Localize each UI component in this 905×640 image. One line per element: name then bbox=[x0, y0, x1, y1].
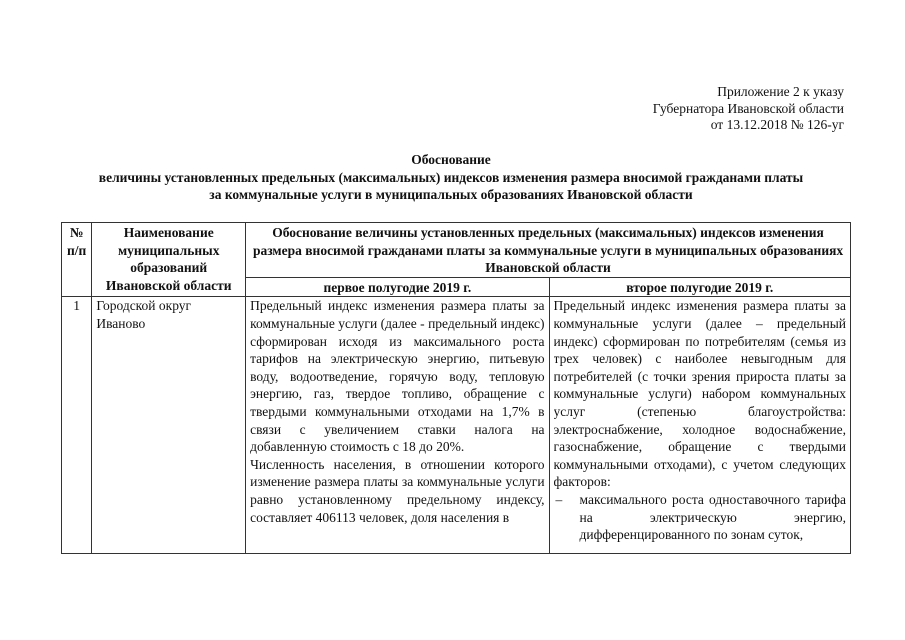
dash-bullet-icon: – bbox=[555, 491, 563, 507]
document-title bbox=[28, 151, 874, 204]
factors-list bbox=[554, 491, 846, 544]
appendix-line-2: Губернатора Ивановской области bbox=[652, 100, 844, 116]
row-first-half-cell bbox=[246, 297, 549, 554]
row-number: 1 bbox=[62, 297, 92, 554]
header-municipality-name: Наименование муниципальных образований Ивановской области bbox=[92, 223, 246, 297]
factor-item-1: максимального роста одноставочного тарифа на электрическую энергию, дифференцированного по зонам суток, bbox=[579, 491, 846, 543]
first-half-paragraph-1: Предельный индекс изменения размера платы за коммунальные услуги (далее - предельный индекс) сформирован исходя из максимального роста тарифов на электрическую энергию, питьевую воду, водоотведение, горячую воду, тепловую энергию, газ, твердое топливо, обращение с твердыми коммунальными отходами на 1,7% в связи с увеличением ставки налога на добавленную стоимость с 18 до 20%. bbox=[250, 298, 545, 455]
appendix-reference bbox=[653, 84, 844, 134]
list-item bbox=[554, 491, 846, 544]
appendix-line-3: от 13.12.2018 № 126-уг bbox=[710, 117, 844, 132]
header-first-half: первое полугодие 2019 г. bbox=[246, 277, 549, 297]
table-row bbox=[62, 297, 851, 554]
header-number: № п/п bbox=[62, 223, 92, 297]
first-half-paragraph-2: Численность населения, в отношении которого изменение размера платы за коммунальные услуги равно установленному предельному индексу, составляет 406113 человек, доля населения в bbox=[250, 456, 545, 525]
title-line-2: величины установленных предельных (максимальных) индексов изменения размера вносимой гражданами платы bbox=[98, 169, 804, 185]
title-line-1: Обоснование bbox=[411, 152, 491, 167]
header-justification: Обоснование величины установленных предельных (максимальных) индексов изменения размера вносимой гражданами платы за коммунальные услуги в муниципальных образованиях Ивановской области bbox=[246, 223, 851, 278]
second-half-paragraph-1: Предельный индекс изменения размера платы за коммунальные услуги (далее – предельный индекс) сформирован по потребителям (семья из трех человек) с наиболее невыгодным для потребителей (с точки зрения прироста платы за коммунальные услуги) набором коммунальных услуг (степенью благоустройства: электроснабжение, холодное водоснабжение, газоснабжение, обращение с твердыми коммунальными отходами), с учетом следующих факторов: bbox=[553, 298, 846, 490]
header-second-half: второе полугодие 2019 г. bbox=[549, 277, 850, 297]
appendix-line-1: Приложение 2 к указу bbox=[717, 84, 844, 99]
table-header-row bbox=[62, 223, 851, 278]
row-municipality-name: Городской округ Иваново bbox=[92, 297, 246, 554]
title-line-3: за коммунальные услуги в муниципальных образованиях Ивановской области bbox=[209, 187, 693, 202]
row-second-half-cell bbox=[549, 297, 850, 554]
justification-table bbox=[61, 222, 851, 554]
